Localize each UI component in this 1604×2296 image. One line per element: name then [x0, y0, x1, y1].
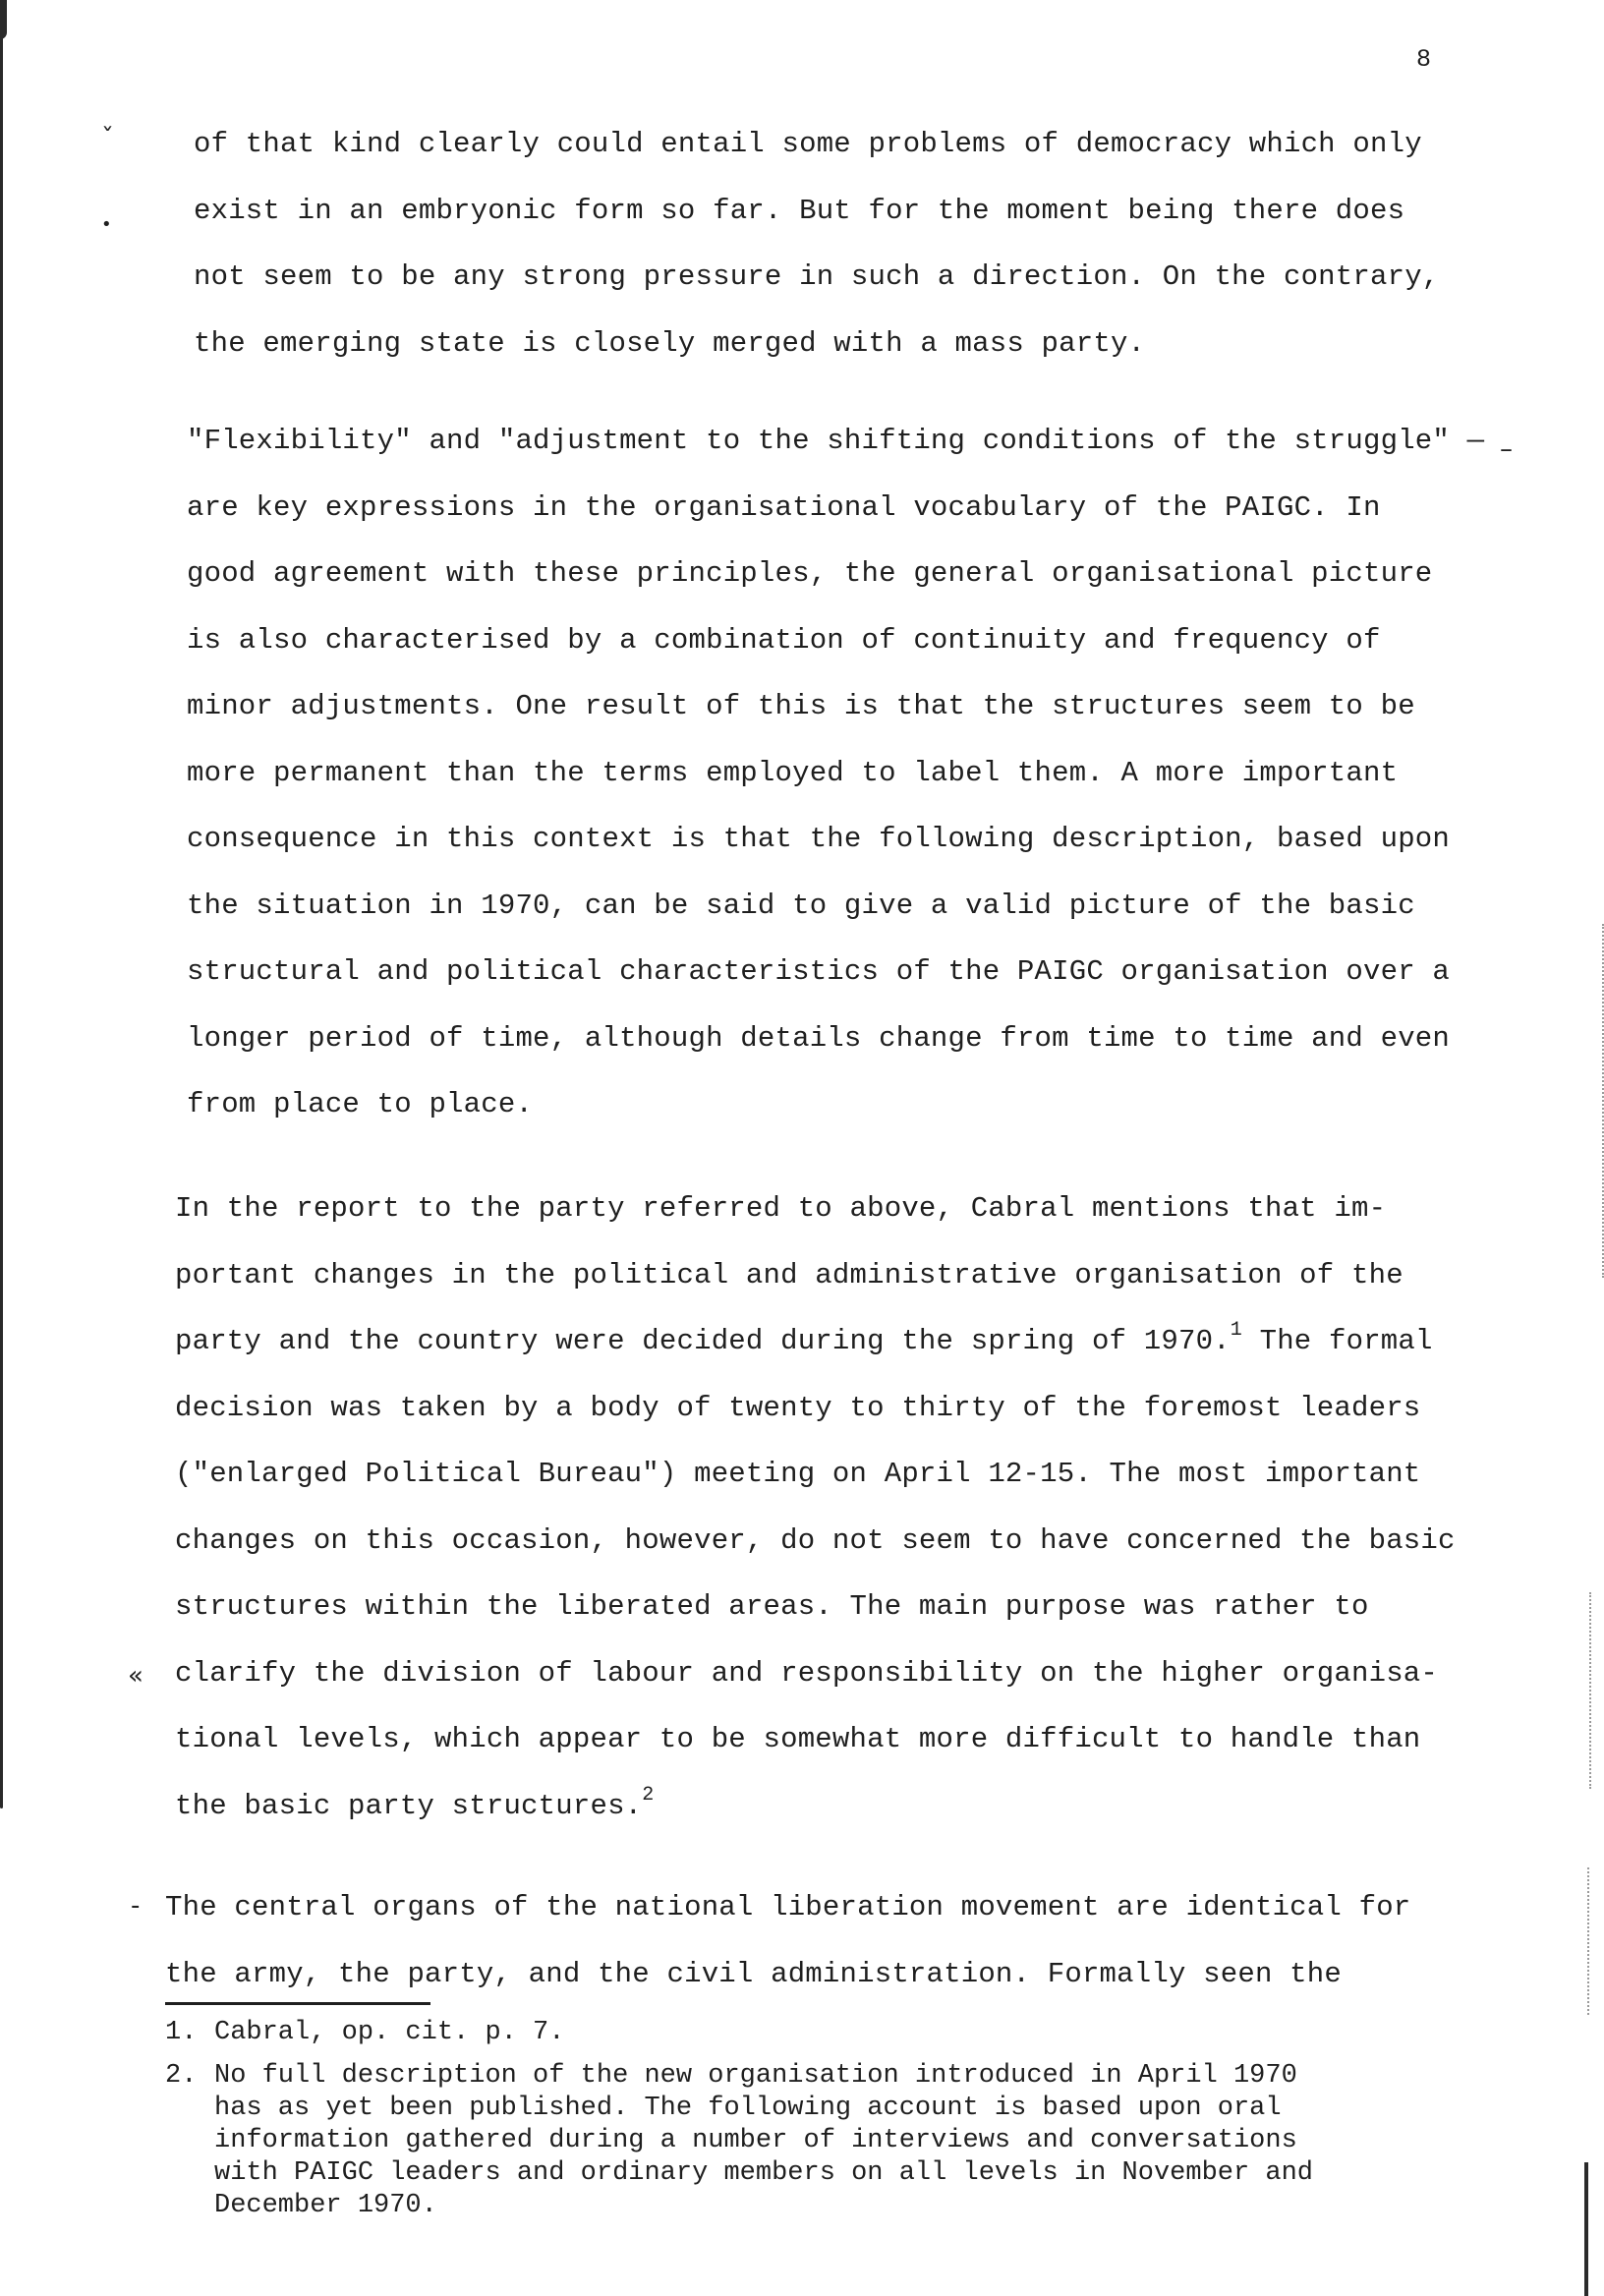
scan-edge-left — [0, 0, 3, 1808]
text-line: clarify the division of labour and responsibility on the higher organisa- — [175, 1656, 1439, 1690]
text-line: the army, the party, and the civil administration. Formally seen the — [165, 1957, 1342, 1990]
margin-mark: • — [101, 214, 112, 235]
footnotes — [165, 2017, 1313, 2233]
text-line-start: the basic party structures. — [175, 1789, 643, 1822]
paragraph — [187, 408, 1484, 1138]
scan-artifact — [1589, 1592, 1591, 1789]
text-line-tail: The formal — [1241, 1325, 1433, 1357]
text-line: the situation in 1970, can be said to give a valid picture of the basic — [187, 889, 1415, 922]
paragraph — [175, 1176, 1456, 1839]
text-line: minor adjustments. One result of this is that the structures seem to be — [187, 690, 1415, 722]
footnote-line: No full description of the new organisation introduced in April 1970 — [214, 2061, 1297, 2091]
text-line: of that kind clearly could entail some problems of democracy which only — [194, 128, 1422, 160]
text-line: structural and political characteristics of the PAIGC organisation over a — [187, 955, 1451, 988]
text-line: consequence in this context is that the following description, based upon — [187, 823, 1451, 855]
footnote-line: with PAIGC leaders and ordinary members on all levels in November and — [214, 2158, 1313, 2188]
paragraph — [194, 111, 1439, 376]
footnote-divider — [165, 2002, 430, 2005]
margin-mark: « — [128, 1661, 143, 1691]
text-line: tional levels, which appear to be somewhat more difficult to handle than — [175, 1723, 1421, 1755]
text-line: is also characterised by a combination of continuity and frequency of — [187, 623, 1381, 657]
paragraph — [165, 1874, 1410, 2007]
footnote-text — [214, 2060, 1313, 2222]
text-line: In the report to the party referred to above, Cabral mentions that im- — [175, 1192, 1387, 1225]
scan-artifact — [1587, 1867, 1589, 2015]
footnote-2 — [165, 2060, 1313, 2222]
margin-mark: – — [1500, 434, 1513, 464]
page-number: 8 — [1416, 45, 1432, 74]
text-line: not seem to be any strong pressure in such a direction. On the contrary, — [194, 260, 1440, 293]
text-line: exist in an embryonic form so far. But for the moment being there does — [194, 194, 1405, 227]
footnote-reference[interactable]: 1 — [1230, 1319, 1242, 1342]
footnote-line: has as yet been published. The following account is based upon oral — [214, 2094, 1282, 2123]
scan-edge-right — [1584, 2162, 1588, 2296]
text-line: changes on this occasion, however, do not seem to have concerned the basic — [175, 1523, 1456, 1557]
margin-mark: ˇ — [101, 124, 114, 153]
text-line: the emerging state is closely merged with a mass party. — [194, 326, 1146, 360]
text-line: are key expressions in the organisational vocabulary of the PAIGC. In — [187, 490, 1381, 524]
text-line: more permanent than the terms employed to label them. A more important — [187, 756, 1399, 789]
footnote-line: information gathered during a number of interviews and conversations — [214, 2126, 1297, 2155]
footnote-line: Cabral, op. cit. p. 7. — [214, 2018, 565, 2047]
margin-mark: - — [131, 1891, 141, 1921]
footnote-number: 2. — [165, 2061, 198, 2091]
text-line: longer period of time, although details change from time to time and even — [187, 1021, 1451, 1055]
text-line: structures within the liberated areas. The main purpose was rather to — [175, 1590, 1369, 1623]
footnote-reference[interactable]: 2 — [642, 1783, 655, 1807]
text-line: ("enlarged Political Bureau") meeting on April 12-15. The most important — [175, 1458, 1421, 1490]
text-line: portant changes in the political and administrative organisation of the — [175, 1258, 1404, 1292]
footnote-1 — [165, 2017, 1313, 2049]
text-line: The central organs of the national liberation movement are identical for — [165, 1891, 1411, 1923]
footnote-line: December 1970. — [214, 2191, 437, 2220]
text-line: from place to place. — [187, 1088, 534, 1120]
text-line: "Flexibility" and "adjustment to the shifting conditions of the struggle" — — [187, 425, 1485, 457]
text-line: decision was taken by a body of twenty to thirty of the foremost leaders — [175, 1391, 1421, 1424]
text-line-with-footnote — [175, 1773, 1456, 1840]
text-line-with-footnote — [175, 1308, 1456, 1375]
text-line-start: party and the country were decided during the spring of 1970. — [175, 1325, 1231, 1357]
text-line: good agreement with these principles, the general organisational picture — [187, 557, 1433, 590]
footnote-number: 1. — [165, 2018, 198, 2047]
footnote-text — [214, 2017, 564, 2049]
